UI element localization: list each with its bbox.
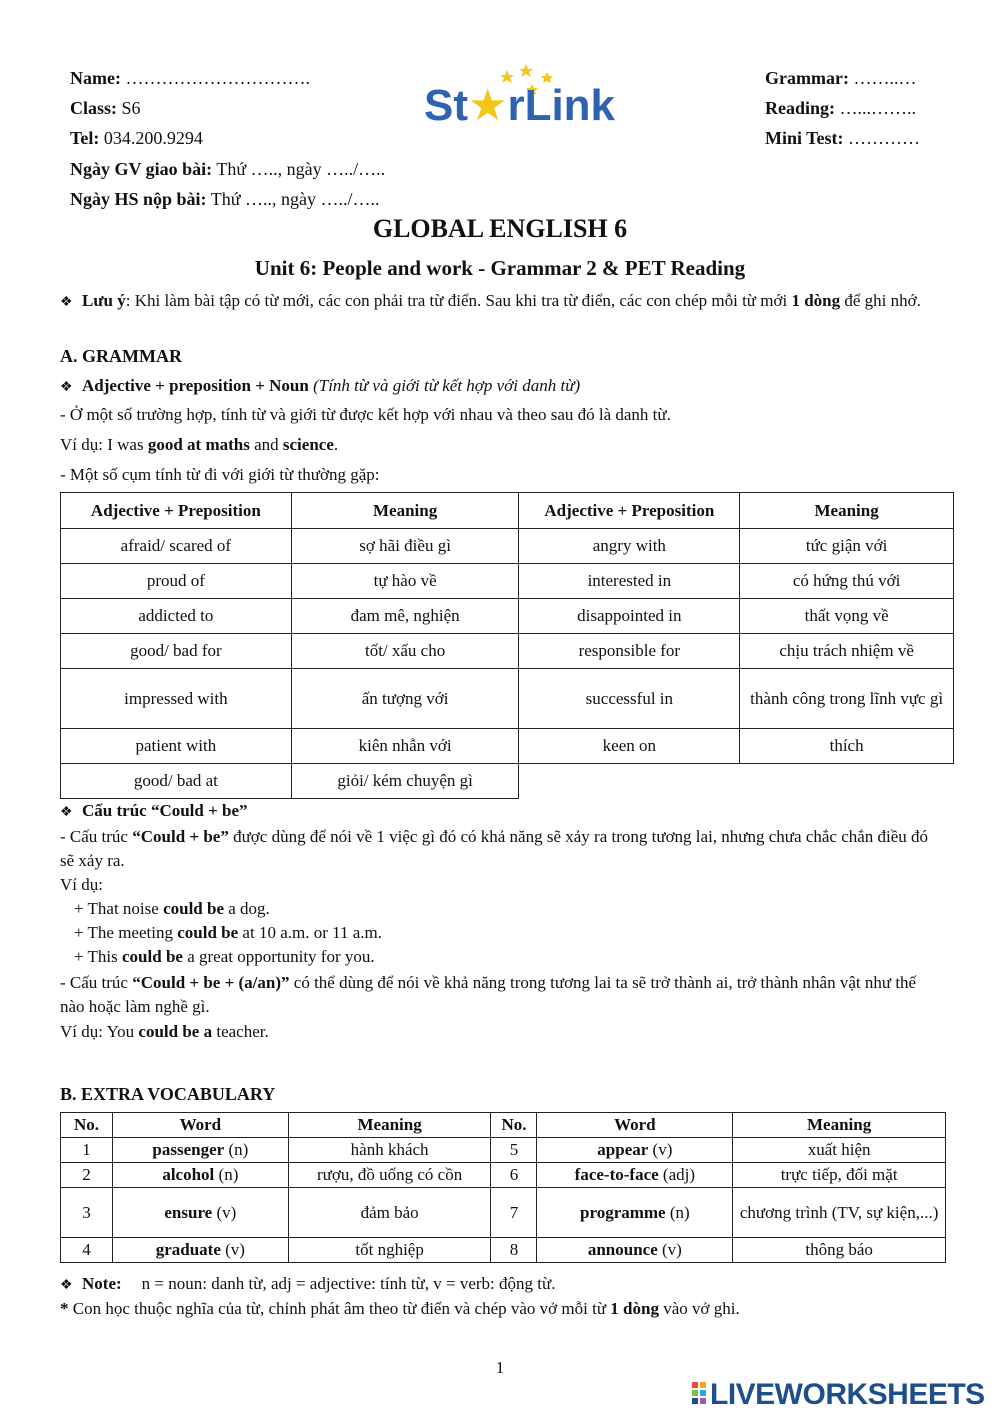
liveworksheets-logo-icon: [692, 1382, 706, 1404]
table-cell: trực tiếp, đối mặt: [733, 1163, 946, 1188]
table-cell: 5: [491, 1138, 537, 1163]
table-cell: graduate (v): [112, 1238, 288, 1263]
could-be-example: + This could be a great opportunity for you.: [74, 947, 375, 966]
table-row: [61, 729, 954, 764]
table-cell: chịu trách nhiệm về: [740, 634, 954, 669]
could-be-a-example: Ví dụ: You could be a teacher.: [60, 1022, 269, 1041]
col-header: Adjective + Preposition: [519, 493, 740, 529]
reading-score-line: Reading: …...……..: [765, 98, 917, 118]
table-cell: chương trình (TV, sự kiện,...): [733, 1188, 946, 1238]
table-cell: tốt/ xấu cho: [291, 634, 519, 669]
adj-prep-table: [60, 492, 954, 799]
table-cell: good/ bad at: [61, 764, 292, 799]
table-cell: addicted to: [61, 599, 292, 634]
table-cell: 4: [61, 1238, 113, 1263]
col-header: Adjective + Preposition: [61, 493, 292, 529]
table-cell: xuất hiện: [733, 1138, 946, 1163]
could-be-example: + That noise could be a dog.: [74, 899, 270, 918]
table-row: [61, 669, 954, 729]
could-be-explanation: - Cấu trúc “Could + be” được dùng để nói về 1 việc gì đó có khả năng sẽ xảy ra trong tương lai, nhưng chưa chắc chắn điều đó sẽ xảy ra.: [60, 827, 929, 870]
class-line: Class: S6: [70, 98, 141, 118]
table-cell: tốt nghiệp: [288, 1238, 491, 1263]
table-cell: 8: [491, 1238, 537, 1263]
table-cell: keen on: [519, 729, 740, 764]
table-cell: announce (v): [537, 1238, 733, 1263]
table-row: [61, 764, 954, 799]
table-cell: hành khách: [288, 1138, 491, 1163]
assigned-date-line: Ngày GV giao bài: Thứ ….., ngày …../…..: [70, 159, 386, 179]
table-cell: proud of: [61, 564, 292, 599]
table-cell: giỏi/ kém chuyện gì: [291, 764, 519, 799]
table-row: [61, 599, 954, 634]
adj-prep-heading: ❖ Adjective + preposition + Noun (Tính từ và giới từ kết hợp với danh từ): [60, 375, 580, 399]
grammar-explanation: - Ở một số trường hợp, tính từ và giới từ được kết hợp với nhau và theo sau đó là danh từ.: [60, 405, 671, 424]
name-line: Name: ………………………….: [70, 68, 310, 88]
table-cell: 7: [491, 1188, 537, 1238]
table-row: [61, 1138, 946, 1163]
table-row: [61, 634, 954, 669]
table-cell: interested in: [519, 564, 740, 599]
example-label: Ví dụ:: [60, 875, 103, 894]
table-cell: alcohol (n): [112, 1163, 288, 1188]
table-header-row: [61, 493, 954, 529]
table-cell: thất vọng về: [740, 599, 954, 634]
section-b-heading: B. EXTRA VOCABULARY: [60, 1084, 276, 1104]
table-cell: thông báo: [733, 1238, 946, 1263]
table-intro: - Một số cụm tính từ đi với giới từ thường gặp:: [60, 465, 380, 484]
section-a-heading: A. GRAMMAR: [60, 346, 182, 366]
diamond-bullet-icon: ❖: [60, 380, 73, 395]
vocab-note: ❖ Note: n = noun: danh từ, adj = adjective: tính từ, v = verb: động từ.: [60, 1273, 555, 1297]
logo-text: St★rLink: [424, 81, 616, 130]
tel-line: Tel: 034.200.9294: [70, 128, 203, 148]
col-header: Meaning: [733, 1113, 946, 1138]
table-row: [61, 564, 954, 599]
table-cell: thành công trong lĩnh vực gì: [740, 669, 954, 729]
table-cell: đam mê, nghiện: [291, 599, 519, 634]
table-cell: appear (v): [537, 1138, 733, 1163]
watermark-text: LIVEWORKSHEETS: [710, 1378, 985, 1408]
diamond-bullet-icon: ❖: [60, 295, 73, 310]
table-cell: sợ hãi điều gì: [291, 529, 519, 564]
page-title: GLOBAL ENGLISH 6: [372, 214, 628, 243]
table-cell: impressed with: [61, 669, 292, 729]
col-header: No.: [491, 1113, 537, 1138]
table-cell: programme (n): [537, 1188, 733, 1238]
table-header-row: [61, 1113, 946, 1138]
table-cell: passenger (n): [112, 1138, 288, 1163]
page-subtitle: Unit 6: People and work - Grammar 2 & PET Reading: [254, 256, 746, 280]
col-header: Word: [537, 1113, 733, 1138]
table-cell: kiên nhẫn với: [291, 729, 519, 764]
table-cell: 2: [61, 1163, 113, 1188]
diamond-bullet-icon: ❖: [60, 1278, 73, 1293]
table-cell: 1: [61, 1138, 113, 1163]
starlink-logo: [424, 62, 634, 132]
minitest-score-line: Mini Test: …………: [765, 128, 921, 148]
could-be-example: + The meeting could be at 10 a.m. or 11 a.m.: [74, 923, 383, 942]
table-cell: successful in: [519, 669, 740, 729]
table-row: [61, 1238, 946, 1263]
table-row: [61, 1188, 946, 1238]
note-paragraph: ❖ Lưu ý: Khi làm bài tập có từ mới, các con phải tra từ điển. Sau khi tra từ điển, các con chép mỗi từ mới 1 dòng để ghi nhớ.: [60, 289, 950, 315]
table-cell: đảm bảo: [288, 1188, 491, 1238]
vocabulary-table: [60, 1112, 946, 1263]
diamond-bullet-icon: ❖: [60, 805, 73, 820]
grammar-example: Ví dụ: I was good at maths and science.: [60, 435, 339, 454]
could-be-a-explanation: - Cấu trúc “Could + be + (a/an)” có thể dùng để nói về khả năng trong tương lai ta sẽ trở thành ai, trở thành nhân vật như thế nào hoặc làm nghề gì.: [60, 973, 917, 1016]
page-number: 1: [495, 1358, 505, 1377]
grammar-score-line: Grammar: ……..…: [765, 68, 917, 88]
table-cell: afraid/ scared of: [61, 529, 292, 564]
table-cell: ấn tượng với: [291, 669, 519, 729]
col-header: Word: [112, 1113, 288, 1138]
table-cell: 6: [491, 1163, 537, 1188]
table-cell: good/ bad for: [61, 634, 292, 669]
col-header: Meaning: [288, 1113, 491, 1138]
col-header: No.: [61, 1113, 113, 1138]
table-cell: face-to-face (adj): [537, 1163, 733, 1188]
table-cell-empty: [740, 764, 954, 799]
table-cell: có hứng thú với: [740, 564, 954, 599]
table-cell: tức giận với: [740, 529, 954, 564]
liveworksheets-watermark: [690, 1376, 990, 1408]
col-header: Meaning: [740, 493, 954, 529]
vocab-instruction: * Con học thuộc nghĩa của từ, chỉnh phát âm theo từ điển và chép vào vở mỗi từ 1 dòng vào vở ghi.: [60, 1299, 740, 1318]
table-cell-empty: [519, 764, 740, 799]
could-be-heading: ❖ Cấu trúc “Could + be”: [60, 800, 248, 824]
table-cell: thích: [740, 729, 954, 764]
table-cell: 3: [61, 1188, 113, 1238]
table-cell: ensure (v): [112, 1188, 288, 1238]
table-cell: disappointed in: [519, 599, 740, 634]
table-row: [61, 529, 954, 564]
table-cell: responsible for: [519, 634, 740, 669]
table-row: [61, 1163, 946, 1188]
submitted-date-line: Ngày HS nộp bài: Thứ ….., ngày …../…..: [70, 189, 380, 209]
col-header: Meaning: [291, 493, 519, 529]
table-cell: patient with: [61, 729, 292, 764]
table-cell: rượu, đồ uống có cồn: [288, 1163, 491, 1188]
table-cell: tự hào về: [291, 564, 519, 599]
table-cell: angry with: [519, 529, 740, 564]
